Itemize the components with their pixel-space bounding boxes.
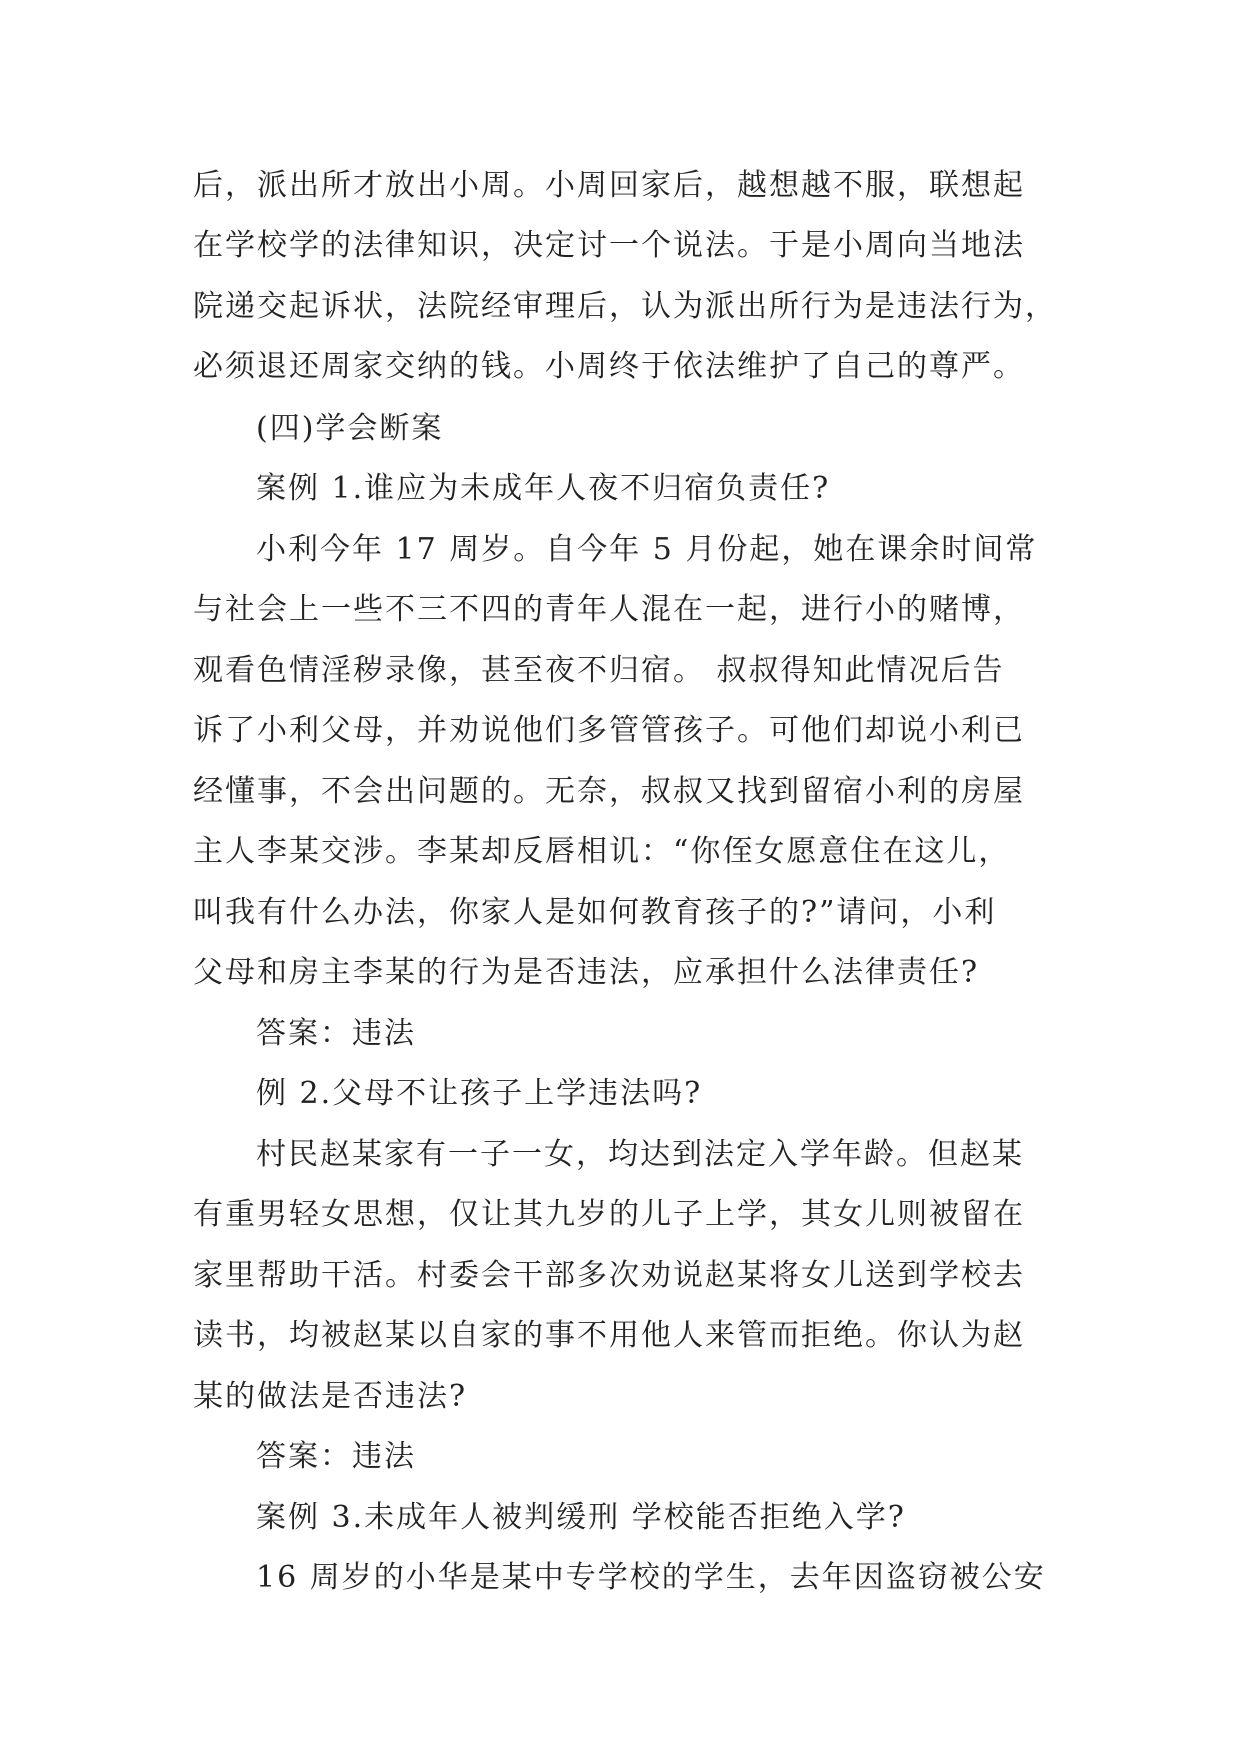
body-text-line: 诉了小利父母，并劝说他们多管管孩子。可他们却说小利已 bbox=[193, 713, 1025, 748]
body-text-line: 在学校学的法律知识，决定讨一个说法。于是小周向当地法 bbox=[193, 228, 1025, 263]
body-text-line: 主人李某交涉。李某却反唇相讥：“你侄女愿意住在这儿， bbox=[193, 834, 1011, 869]
body-text-line: 经懂事，不会出问题的。无奈，叔叔又找到留宿小利的房屋 bbox=[193, 774, 1025, 809]
body-text-line: 与社会上一些不三不四的青年人混在一起，进行小的赌博， bbox=[193, 592, 1025, 627]
body-text-line: 院递交起诉状，法院经审理后，认为派出所行为是违法行为， bbox=[193, 289, 1057, 324]
body-text-line: 读书，均被赵某以自家的事不用他人来管而拒绝。你认为赵 bbox=[193, 1318, 1025, 1353]
body-text-line: 有重男轻女思想，仅让其九岁的儿子上学，其女儿则被留在 bbox=[193, 1197, 1025, 1232]
case-title: 案例 1.谁应为未成年人夜不归宿负责任? bbox=[256, 471, 831, 506]
body-text-line: 小利今年 17 周岁。自今年 5 月份起，她在课余时间常 bbox=[256, 532, 1038, 567]
body-text-line: 观看色情淫秽录像，甚至夜不归宿。 叔叔得知此情况后告 bbox=[193, 653, 1005, 688]
answer-line: 答案：违法 bbox=[256, 1016, 416, 1051]
body-text-line: 后，派出所才放出小周。小周回家后，越想越不服，联想起 bbox=[193, 168, 1025, 203]
body-text-line: 某的做法是否违法? bbox=[193, 1379, 468, 1414]
body-text-line: 16 周岁的小华是某中专学校的学生，去年因盗窃被公安 bbox=[256, 1560, 1046, 1595]
case-title: 例 2.父母不让孩子上学违法吗? bbox=[256, 1076, 703, 1111]
answer-line: 答案：违法 bbox=[256, 1439, 416, 1474]
body-text-line: 父母和房主李某的行为是否违法，应承担什么法律责任? bbox=[193, 955, 980, 990]
body-text-line: 村民赵某家有一子一女，均达到法定入学年龄。但赵某 bbox=[256, 1137, 1024, 1172]
body-text-line: 家里帮助干活。村委会干部多次劝说赵某将女儿送到学校去 bbox=[193, 1258, 1025, 1293]
section-heading: (四)学会断案 bbox=[256, 411, 444, 446]
body-text-line: 叫我有什么办法，你家人是如何教育孩子的?”请问，小利 bbox=[193, 895, 997, 930]
body-text-line: 必须退还周家交纳的钱。小周终于依法维护了自己的尊严。 bbox=[193, 349, 1025, 384]
case-title: 案例 3.未成年人被判缓刑 学校能否拒绝入学? bbox=[256, 1500, 906, 1535]
